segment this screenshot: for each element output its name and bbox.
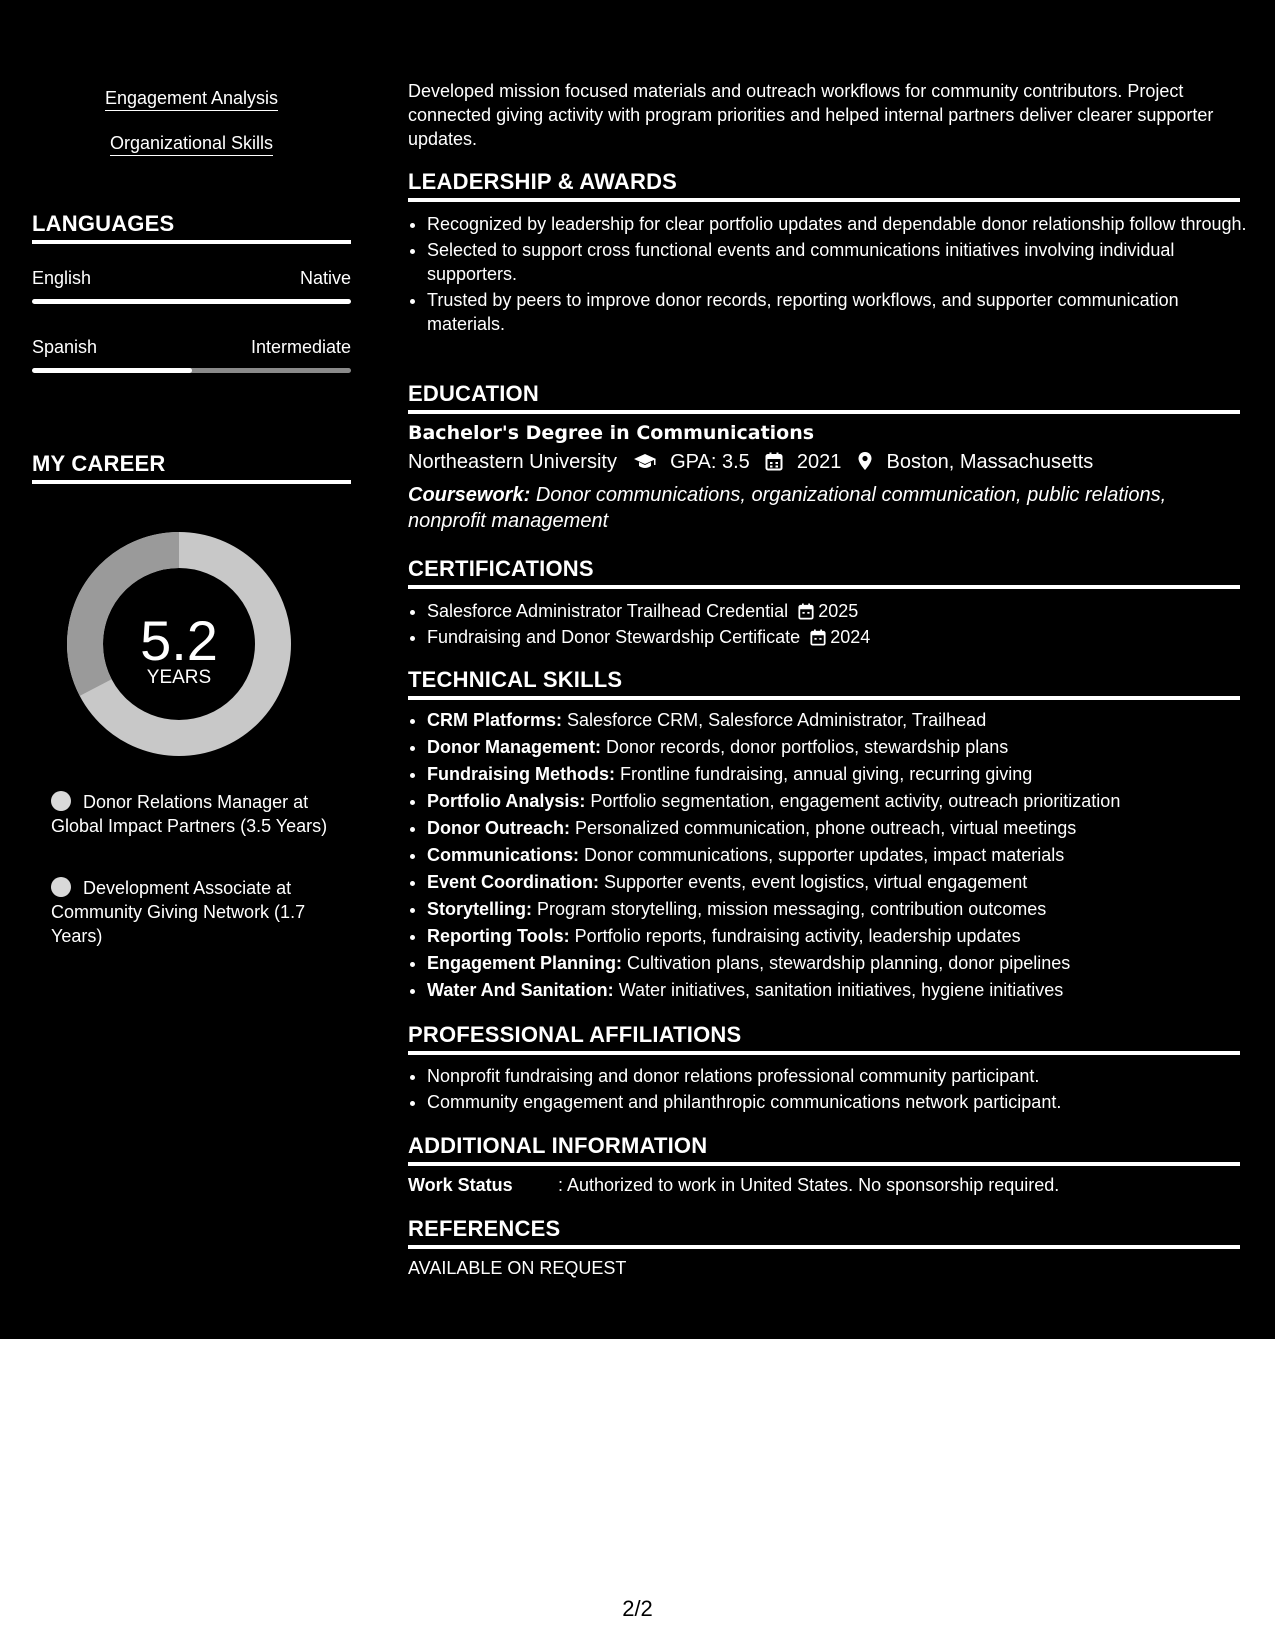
work-status-row	[408, 1175, 1059, 1196]
education-location: Boston, Massachusetts	[886, 451, 1094, 473]
career-dot-icon	[51, 877, 71, 897]
graduation-cap-icon	[633, 453, 657, 471]
skill-item: • Portfolio Analysis: Portfolio segmentation, engagement activity, outreach prioritization	[427, 789, 1259, 813]
language-bar-fill	[32, 299, 351, 304]
language-bar-english	[32, 299, 351, 304]
list-item: • Nonprofit fundraising and donor relations professional community participant.	[427, 1064, 1259, 1088]
page-number: 2/2	[622, 1596, 653, 1621]
project-description: Developed mission focused materials and outreach workflows for community contributors. Project connected giving activity with program priorities and helped internal partners deliver clearer supporter updates.	[408, 81, 1214, 149]
skill-organizational-skills: Organizational Skills	[32, 133, 351, 154]
skill-item: • Communications: Donor communications, supporter updates, impact materials	[427, 843, 1259, 867]
career-dot-icon	[51, 791, 71, 811]
calendar-icon	[810, 629, 826, 646]
career-item: Development Associate at Community Giving Network (1.7 Years)	[51, 878, 306, 946]
work-status-label: Work Status	[408, 1175, 513, 1195]
technical-skills-heading: TECHNICAL SKILLS	[408, 667, 1240, 700]
career-years-value: 5.2	[140, 609, 218, 672]
skill-item: • Water And Sanitation: Water initiatives, sanitation initiatives, hygiene initiatives	[427, 978, 1259, 1002]
certification-item: • Fundraising and Donor Stewardship Certificate 2024	[427, 625, 1259, 649]
language-level: Native	[299, 268, 351, 288]
certifications-list	[408, 599, 1259, 651]
additional-info-heading: ADDITIONAL INFORMATION	[408, 1133, 1240, 1166]
coursework-text: Donor communications, organizational communication, public relations, nonprofit management	[408, 484, 1167, 532]
technical-skills-list	[408, 708, 1259, 1005]
list-item: • Selected to support cross functional events and communications initiatives involving individual supporters.	[427, 238, 1259, 286]
leadership-list	[408, 212, 1259, 338]
affiliations-list	[408, 1064, 1259, 1116]
location-pin-icon	[857, 451, 873, 471]
gpa: GPA: 3.5	[670, 451, 750, 473]
references-text: AVAILABLE ON REQUEST	[408, 1258, 627, 1278]
calendar-icon	[765, 452, 783, 471]
work-status-value: : Authorized to work in United States. No sponsorship required.	[558, 1175, 1060, 1195]
skill-engagement-analysis: Engagement Analysis	[32, 88, 351, 109]
list-item: • Recognized by leadership for clear portfolio updates and dependable donor relationship follow through.	[427, 212, 1259, 236]
career-donut-chart	[67, 532, 291, 756]
language-name: English	[32, 268, 92, 288]
affiliations-heading: PROFESSIONAL AFFILIATIONS	[408, 1022, 1240, 1055]
language-bar-fill	[32, 368, 192, 373]
list-item: • Community engagement and philanthropic communications network participant.	[427, 1090, 1259, 1114]
career-item: Donor Relations Manager at Global Impact Partners (3.5 Years)	[51, 792, 328, 836]
skill-item: • Engagement Planning: Cultivation plans, stewardship planning, donor pipelines	[427, 951, 1259, 975]
language-bar-spanish	[32, 368, 351, 373]
career-heading: MY CAREER	[32, 451, 351, 484]
skill-item: • CRM Platforms: Salesforce CRM, Salesforce Administrator, Trailhead	[427, 708, 1259, 732]
graduation-year: 2021	[796, 451, 842, 473]
education-meta	[408, 451, 1093, 474]
education-heading: EDUCATION	[408, 381, 1240, 414]
skill-item: • Reporting Tools: Portfolio reports, fundraising activity, leadership updates	[427, 924, 1259, 948]
skill-item: • Donor Management: Donor records, donor portfolios, stewardship plans	[427, 735, 1259, 759]
skill-item: • Fundraising Methods: Frontline fundraising, annual giving, recurring giving	[427, 762, 1259, 786]
degree-title: Bachelor's Degree in Communications	[408, 422, 815, 444]
coursework	[408, 482, 1240, 534]
references-heading: REFERENCES	[408, 1216, 1240, 1249]
certifications-heading: CERTIFICATIONS	[408, 556, 1240, 589]
leadership-heading: LEADERSHIP & AWARDS	[408, 169, 1240, 202]
skill-item: • Storytelling: Program storytelling, mission messaging, contribution outcomes	[427, 897, 1259, 921]
language-name: Spanish	[32, 337, 98, 357]
calendar-icon	[798, 603, 814, 620]
languages-heading: LANGUAGES	[32, 211, 351, 244]
school-name: Northeastern University	[408, 451, 617, 473]
skill-item: • Donor Outreach: Personalized communication, phone outreach, virtual meetings	[427, 816, 1259, 840]
list-item: • Trusted by peers to improve donor records, reporting workflows, and supporter communication materials.	[427, 288, 1259, 336]
coursework-label: Coursework:	[408, 484, 531, 506]
language-level: Intermediate	[250, 337, 351, 357]
certification-item: • Salesforce Administrator Trailhead Credential 2025	[427, 599, 1259, 623]
skill-item: • Event Coordination: Supporter events, event logistics, virtual engagement	[427, 870, 1259, 894]
career-years-label: YEARS	[146, 667, 212, 688]
